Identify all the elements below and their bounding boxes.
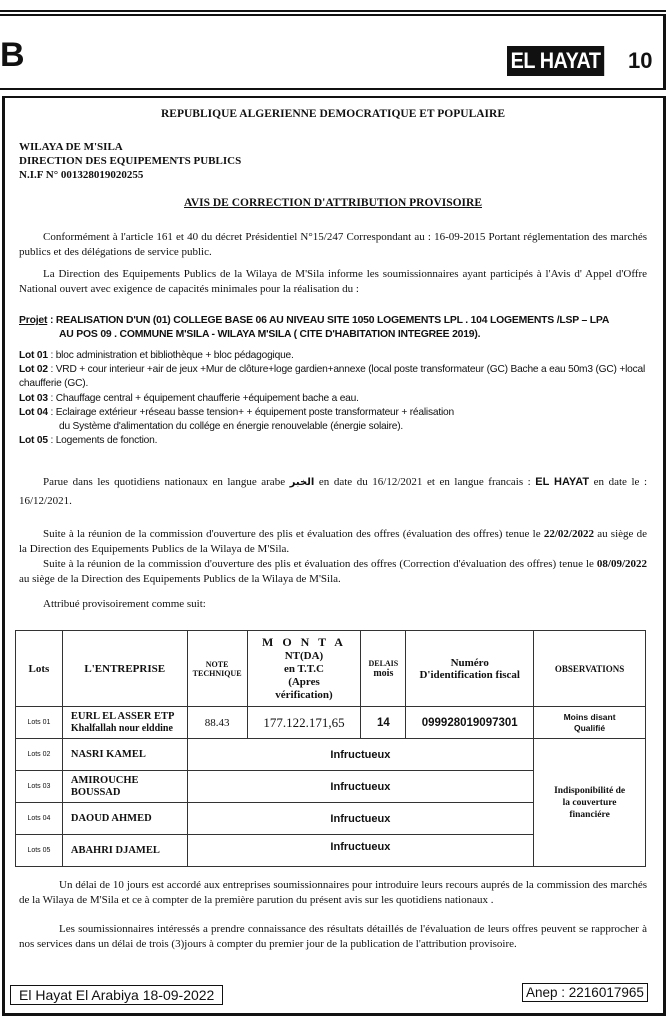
montant-cell: 177.122.171,65 [247, 707, 361, 739]
lot-label: Lot 04 [19, 406, 48, 418]
lot-continuation: du Système d'alimentation du collége en énergie renouvelable (énergie solaire). [59, 421, 404, 433]
direction-line: DIRECTION DES EQUIPEMENTS PUBLICS [19, 155, 242, 167]
lot-label: Lot 01 [19, 350, 48, 361]
status-cell: Infructueux [187, 835, 534, 867]
table-header-row [16, 631, 646, 707]
source-badge: El Hayat El Arabiya 18-09-2022 [10, 985, 223, 1005]
status-cell: Infructueux [187, 803, 534, 835]
lot-text: : VRD + cour interieur +air de jeux +Mur de clôture+loge gardien+annexe (local poste transformateur (GC) Bache a eau 50m3 (GC) +local chaufferie (GC). [19, 364, 646, 390]
notice-title: AVIS DE CORRECTION D'ATTRIBUTION PROVISOIRE [184, 197, 482, 209]
entreprise-cell: NASRI KAMEL [62, 739, 187, 771]
attribution-table [15, 630, 646, 867]
attribution-text: Attribué provisoirement comme suit: [43, 598, 206, 610]
lot-item [19, 434, 654, 448]
issuer-block [19, 140, 241, 182]
header-delais: DELAIS mois [361, 631, 406, 707]
lot-item [19, 363, 654, 391]
table-row [16, 739, 646, 771]
meeting-2-place: au siège de la Direction des Equipements Publics de la Wilaya de M'Sila. [19, 572, 341, 585]
lot-cell: Lots 05 [16, 835, 63, 867]
closing-text-1: Un délai de 10 jours est accordé aux entreprises soumissionnaires pour introduire leurs recours auprés de la commission des marchés de la Wilaya de M'Sila et ce à compter de la première parution du présent avis sur les quotidiens nationaux . [19, 879, 647, 906]
lot-cell: Lots 01 [16, 707, 63, 739]
masthead-left-fragment: B [0, 36, 25, 74]
meeting-1-date: 22/02/2022 [543, 528, 594, 540]
nif-line: N.I.F N° 001328019020255 [19, 169, 144, 181]
intro-text-1: Conformément à l'article 161 et 40 du décret Présidentiel N°15/247 Correspondant au : 16-09-2015 Portant réglementation des marchés publics et des délégations de service public. [19, 231, 647, 258]
lots-list [19, 349, 654, 448]
lot-item [19, 349, 654, 363]
intro-paragraph-2 [19, 267, 647, 296]
attribution-intro [19, 597, 647, 612]
lot-label: Lot 03 [19, 392, 48, 404]
lot-text: : bloc administration et bibliothèque + bloc pédagogique. [50, 350, 294, 361]
meeting-paragraph-1 [19, 527, 647, 556]
lot-text: : Eclairage extérieur +réseau basse tension+ + équipement poste transformateur + réalisation [50, 406, 454, 418]
note-cell: 88.43 [187, 707, 247, 739]
publication-paragraph [19, 473, 647, 510]
shared-observation-cell: Indisponibilité de la couverture financiére [534, 739, 646, 867]
lot-item [19, 406, 654, 420]
meeting-paragraph-2 [19, 557, 647, 586]
publication-text-a: Parue dans les quotidiens nationaux en langue arabe [43, 476, 286, 488]
closing-paragraph-2 [19, 922, 647, 951]
project-line-2: AU POS 09 . COMMUNE M'SILA - WILAYA M'SILA ( CITE D'HABITATION INTEGREE 2019). [59, 329, 481, 340]
french-newspaper-name: EL HAYAT [535, 476, 590, 488]
lot-label: Lot 05 [19, 435, 48, 447]
status-cell: Infructueux [187, 771, 534, 803]
closing-paragraph-1 [19, 878, 647, 907]
header-montant: M O N T A NT(DA) en T.T.C (Apres vérification) [247, 631, 361, 707]
lot-cell: Lots 04 [16, 803, 63, 835]
project-description [19, 314, 654, 342]
publication-text-c: en date le : 16/12/2021. [19, 476, 648, 507]
meeting-1-place: au siège de la Direction des Equipements Publics de la Wilaya de M'Sila. [19, 528, 648, 555]
project-line-1: : REALISATION D'UN (01) COLLEGE BASE 06 AU NIVEAU SITE 1050 LOGEMENTS LPL . 104 LOGEMENTS /LSP – LPA [49, 315, 610, 326]
header-lots: Lots [16, 631, 63, 707]
lot-cell: Lots 03 [16, 771, 63, 803]
publication-text-b: en date du 16/12/2021 et en langue francais : [318, 476, 531, 488]
lot-item [19, 392, 654, 406]
entreprise-cell: EURL EL ASSER ETP Khalfallah nour elddine [62, 707, 187, 739]
top-rule [0, 10, 666, 12]
lot-label: Lot 02 [19, 364, 48, 376]
entreprise-cell: DAOUD AHMED [62, 803, 187, 835]
lot-text: : Logements de fonction. [50, 435, 158, 447]
header-entreprise: L'ENTREPRISE [62, 631, 187, 707]
newspaper-logo: EL HAYAT [507, 46, 604, 76]
intro-paragraph-1 [19, 230, 647, 259]
intro-text-2: La Direction des Equipements Publics de la Wilaya de M'Sila informe les soumissionnaires ayant participés à l'Avis d' Appel d'Offre National ouvert avec exigence de capacités minimales pour la réalisation du : [19, 268, 647, 295]
header-note: NOTE TECHNIQUE [187, 631, 247, 707]
wilaya-line: WILAYA DE M'SILA [19, 141, 123, 153]
anep-badge: Anep : 2216017965 [522, 983, 648, 1002]
arabic-newspaper-name: الخبر [289, 477, 315, 488]
meeting-2-text: Suite à la réunion de la commission d'ouverture des plis et évaluation des offres (Correction d'évaluation des offres) tenue le [43, 558, 594, 570]
page-number: 10 [628, 48, 653, 73]
status-cell: Infructueux [187, 739, 534, 771]
entreprise-cell: ABAHRI DJAMEL [62, 835, 187, 867]
closing-text-2: Les soumissionnaires intéressés a prendre connaissance des résultats détaillés de l'évaluation de leurs offres peuvent se rapprocher à nos services dans un délai de trois (3)jours à compter du premier jour de la publication de l'attribution provisoire. [19, 923, 647, 950]
project-label: Projet [19, 315, 48, 326]
table-row [16, 707, 646, 739]
masthead [0, 14, 666, 90]
meeting-2-date: 08/09/2022 [596, 558, 648, 570]
nif-cell: 099928019097301 [406, 707, 534, 739]
header-nif: Numéro D'identification fiscal [406, 631, 534, 707]
header-observations: OBSERVATIONS [534, 631, 646, 707]
meeting-1-text: Suite à la réunion de la commission d'ouverture des plis et évaluation des offres (évaluation des offres) tenue le [43, 528, 541, 540]
republic-heading: REPUBLIQUE ALGERIENNE DEMOCRATIQUE ET POPULAIRE [161, 108, 505, 120]
delais-cell: 14 [361, 707, 406, 739]
entreprise-cell: AMIROUCHE BOUSSAD [62, 771, 187, 803]
observation-cell: Moins disant Qualifié [534, 707, 646, 739]
lot-cell: Lots 02 [16, 739, 63, 771]
lot-text: : Chauffage central + équipement chaufferie +équipement bache a eau. [50, 392, 359, 404]
